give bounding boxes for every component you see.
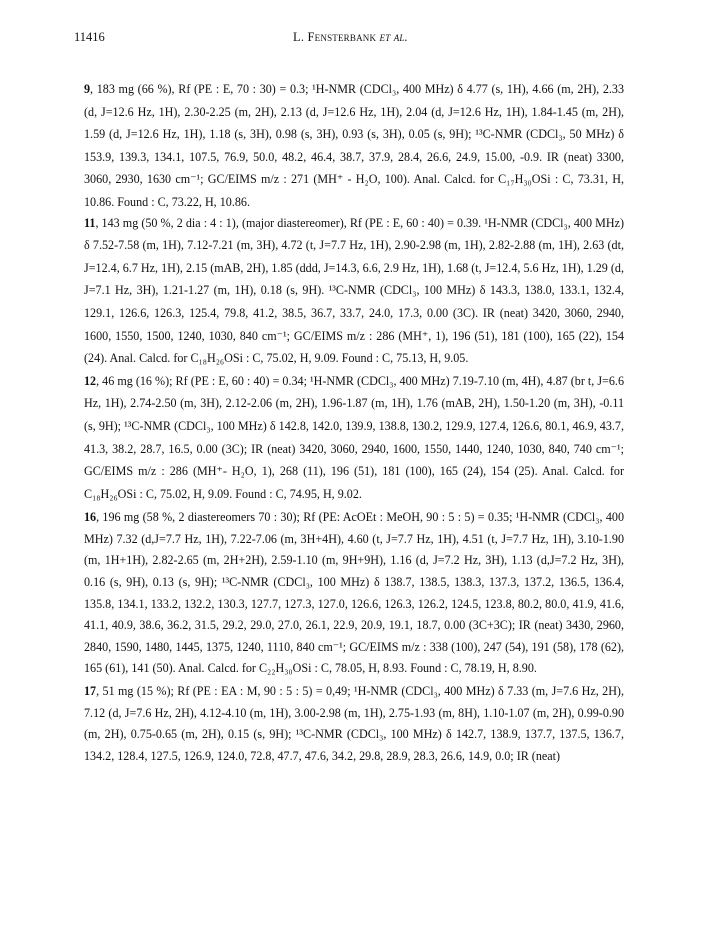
compound-data: , 196 mg (58 %, 2 diastereomers 70 : 30); Rf (PE: AcOEt : MeOH, 90 : 5 : 5) = 0.35; ¹H-NMR (CDCl₃, 400 MHz) 7.32 (d,J=7.7 Hz, 1H), 7.22-7.06 (m, 3H+4H), 4.60 (t, J=7.7 Hz, 1H), 4.51 (t, J=7.7 Hz, 1H), 3.10-1.90 (m, 1H+1H), 2.82-2.65 (m, 2H+2H), 2.59-1.10 (m, 9H+9H), 1.16 (d, J=7.2 Hz, 3H), 1.13 (d,J=7.2 Hz, 3H), 0.16 (s, 9H), 0.13 (s, 9H); ¹³C-NMR (CDCl₃, 100 MHz) δ 138.7, 138.5, 138.3, 137.3, 137.2, 136.5, 136.4, 135.8, 134.1, 133.2, 132.2, 130.3, 127.7, 127.3, 127.0, 126.6, 126.3, 126.2, 124.5, 123.8, 80.2, 80.0, 41.9, 41.6, 41.1, 40.9, 38.6, 36.2, 31.5, 29.2, 29.0, 27.0, 26.1, 22.9, 20.9, 19.1, 18.7, 0.00 (3C+3C); IR (neat) 3430, 2960, 2840, 1590, 1480, 1445, 1375, 1240, 1110, 840 cm⁻¹; GC/EIMS m/z : 338 (100), 247 (54), 191 (58), 178 (62), 165 (61), 141 (50). Anal. Calcd. for C₂₂H₃₀OSi : C, 78.05, H, 8.93. Found : C, 78.19, H, 8.90. [84, 510, 624, 676]
compound-entry-11 [84, 212, 624, 370]
running-head [0, 30, 701, 45]
compound-label: 16 [84, 510, 97, 525]
compound-data: , 51 mg (15 %); Rf (PE : EA : M, 90 : 5 : 5) = 0,49; ¹H-NMR (CDCl₃, 400 MHz) δ 7.33 (m, J=7.6 Hz, 2H), 7.12 (d, J=7.6 Hz, 2H), 4.12-4.10 (m, 1H), 3.00-2.98 (m, 1H), 2.75-1.93 (m, 8H), 1.10-1.07 (m, 2H), 0.99-0.90 (m, 2H), 0.75-0.65 (m, 2H), 0.15 (s, 9H); ¹³C-NMR (CDCl₃, 100 MHz) δ 142.7, 138.9, 137.7, 137.5, 136.7, 134.2, 128.4, 127.5, 126.9, 124.0, 72.8, 47.7, 47.6, 34.2, 29.8, 28.9, 28.3, 26.6, 14.9, 0.0; IR (neat) [84, 684, 624, 763]
compound-entry-12 [84, 370, 624, 506]
compound-entry-16 [84, 507, 624, 680]
compound-data: , 143 mg (50 %, 2 dia : 4 : 1), (major diastereomer), Rf (PE : E, 60 : 40) = 0.39. ¹H-NMR (CDCl₃, 400 MHz) δ 7.52-7.58 (m, 1H), 7.12-7.21 (m, 3H), 4.72 (t, J=7.7 Hz, 1H), 2.90-2.98 (m, 1H), 2.82-2.88 (m, 1H), 2.63 (dt, J=12.4, 6.7 Hz, 1H), 2.15 (mAB, 2H), 1.85 (ddd, J=14.3, 6.6, 2.9 Hz, 1H), 1.68 (t, J=12.4, 5.6 Hz, 1H), 1.29 (d, J=7.1 Hz, 3H), 1.21-1.27 (m, 1H), 0.18 (s, 9H). ¹³C-NMR (CDCl₃, 100 MHz) δ 143.3, 138.0, 133.1, 132.4, 129.1, 126.6, 126.3, 125.4, 79.8, 41.2, 38.5, 36.7, 33.7, 24.0, 17.3, 0.00 (3C). IR (neat) 3420, 3060, 2940, 1600, 1550, 1500, 1240, 1030, 840 cm⁻¹; GC/EIMS m/z : 286 (MH⁺, 1), 196 (51), 181 (100), 165 (22), 154 (24). Anal. Calcd. for C₁₈H₂₆OSi : C, 75.02, H, 9.09. Found : C, 75.13, H, 9.05. [84, 215, 624, 366]
running-head-authors: L. Fensterbank [293, 30, 377, 44]
compound-entry-17 [84, 681, 624, 767]
running-head-etal: et al. [379, 30, 408, 44]
compound-label: 11 [84, 215, 96, 230]
compound-entry-9 [84, 78, 624, 214]
compound-data: , 46 mg (16 %); Rf (PE : E, 60 : 40) = 0.34; ¹H-NMR (CDCl₃, 400 MHz) 7.19-7.10 (m, 4H), 4.87 (br t, J=6.6 Hz, 1H), 2.74-2.50 (m, 3H), 2.12-2.06 (m, 2H), 1.96-1.87 (m, 1H), 1.76 (mAB, 2H), 1.50-1.20 (m, 3H), -0.11 (s, 9H); ¹³C-NMR (CDCl₃, 100 MHz) δ 142.8, 142.0, 139.9, 138.8, 130.2, 129.9, 127.4, 126.6, 80.1, 46.9, 43.7, 41.3, 38.2, 28.7, 16.5, 0.00 (3C); IR (neat) 3420, 3060, 2940, 1600, 1550, 1440, 1240, 1030, 840, 740 cm⁻¹; GC/EIMS m/z : 286 (MH⁺- H₂O, 1), 268 (11), 196 (51), 181 (100), 165 (24), 154 (25). Anal. Calcd. for C₁₈H₂₆OSi : C, 75.02, H, 9.09. Found : C, 74.95, H, 9.02. [84, 373, 624, 501]
compound-label: 12 [84, 373, 97, 388]
compound-label: 17 [84, 684, 97, 699]
compound-data: , 183 mg (66 %), Rf (PE : E, 70 : 30) = 0.3; ¹H-NMR (CDCl₃, 400 MHz) δ 4.77 (s, 1H), 4.66 (m, 2H), 2.33 (d, J=12.6 Hz, 1H), 2.30-2.25 (m, 2H), 2.13 (d, J=12.6 Hz, 1H), 2.04 (d, J=12.6 Hz, 1H), 1.84-1.45 (m, 2H), 1.59 (d, J=12.6 Hz, 1H), 1.18 (s, 3H), 0.98 (s, 3H), 0.93 (s, 3H), 0.05 (s, 9H); ¹³C-NMR (CDCl₃, 50 MHz) δ 153.9, 139.3, 134.1, 107.5, 76.9, 50.0, 48.2, 46.4, 38.7, 37.9, 28.4, 26.6, 24.9, 15.00, -0.9. IR (neat) 3300, 3060, 2930, 1630 cm⁻¹; GC/EIMS m/z : 271 (MH⁺ - H₂O, 100). Anal. Calcd. for C₁₇H₃₀OSi : C, 73.31, H, 10.86. Found : C, 73.22, H, 10.86. [84, 82, 624, 209]
page-number: 11416 [74, 30, 105, 44]
experimental-data-body [84, 78, 624, 767]
compound-label: 9 [84, 82, 91, 96]
